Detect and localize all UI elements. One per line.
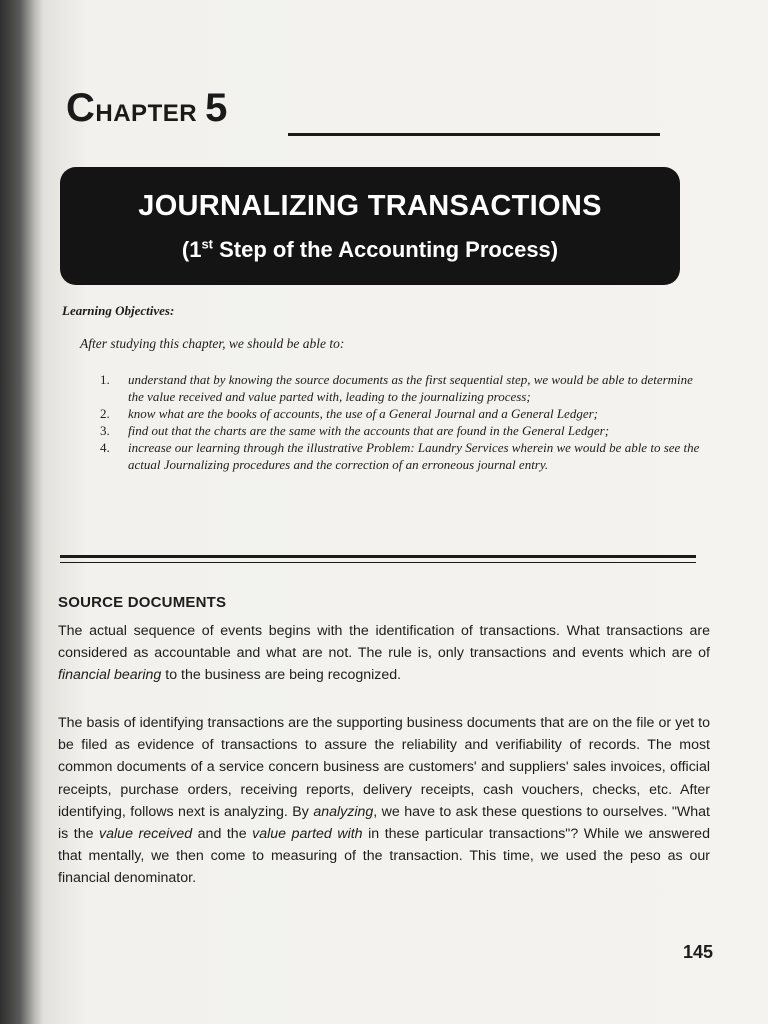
list-item-text: understand that by knowing the source documents as the first sequential step, we would be able to determine the value received and value parted with, leading to the journalizing process; (128, 372, 693, 404)
emphasis-financial-bearing: financial bearing (58, 667, 162, 684)
paragraph-1 (58, 620, 710, 687)
paragraph-1-text-a: The actual sequence of events begins with the identification of transactions. What transactions are considered as accountable and what are not. The rule is, only transactions and events which are of (58, 623, 710, 662)
chapter-number: 5 (205, 86, 228, 130)
emphasis-analyzing: analyzing (313, 803, 374, 820)
list-item-text: find out that the charts are the same with the accounts that are found in the General Ledger; (128, 423, 610, 438)
chapter-subtitle (60, 237, 680, 263)
learning-objectives-list (100, 371, 700, 473)
page-number: 145 (683, 942, 714, 962)
chapter-title: JOURNALIZING TRANSACTIONS (138, 190, 602, 222)
paragraph-2-text-b: , we have to ask these questions to ourselves. "What is the (58, 803, 711, 843)
list-item-text: know what are the books of accounts, the use of a General Journal and a General Ledger; (128, 406, 598, 421)
list-item (100, 371, 700, 405)
book-spine-shadow (0, 0, 44, 1024)
emphasis-value-parted-with: value parted with (252, 826, 363, 843)
list-item-number: 2. (100, 406, 110, 421)
paragraph-2 (58, 712, 710, 890)
list-item-number: 3. (100, 423, 110, 438)
chapter-word: HAPTER (95, 100, 198, 127)
section-heading: SOURCE DOCUMENTS (58, 594, 227, 611)
chapter-rule (288, 133, 660, 136)
subtitle-rest: Step of the Accounting Process) (213, 237, 559, 262)
list-item-number: 4. (100, 440, 110, 455)
subtitle-superscript: st (201, 236, 213, 252)
learning-objectives-heading: Learning Objectives: (62, 303, 175, 318)
chapter-initial: C (66, 86, 96, 130)
paragraph-2-text-d: in these particular transactions"? While we answered that mentally, we then come to measuring of the transaction. This time, we used the peso as our financial denominator. (58, 826, 710, 887)
learning-objectives-intro: After studying this chapter, we should be able to: (80, 336, 345, 351)
list-item (100, 439, 700, 473)
section-divider (60, 555, 696, 563)
title-banner (60, 167, 680, 285)
emphasis-value-received: value received (99, 826, 193, 843)
paragraph-2-text-c: and the (192, 826, 253, 843)
list-item (100, 422, 700, 439)
list-item-text: increase our learning through the illustrative Problem: Laundry Services wherein we would be able to see the actual Journalizing procedures and the correction of an erroneous journal entry. (128, 440, 700, 472)
paragraph-1-text-b: to the business are being recognized. (161, 667, 402, 684)
chapter-heading (66, 86, 228, 131)
list-item-number: 1. (100, 372, 110, 387)
list-item (100, 405, 700, 422)
subtitle-open: (1 (181, 237, 202, 262)
paragraph-2-text-a: The basis of identifying transactions are the supporting business documents that are on the file or yet to be filed as evidence of transactions to assure the reliability and verifiability of records. The most common documents of a service concern business are customers' and suppliers' sales invoices, official receipts, purchase orders, receiving reports, delivery receipts, cash vouchers, checks, etc. After identifying, follows next is analyzing. By (58, 715, 710, 820)
